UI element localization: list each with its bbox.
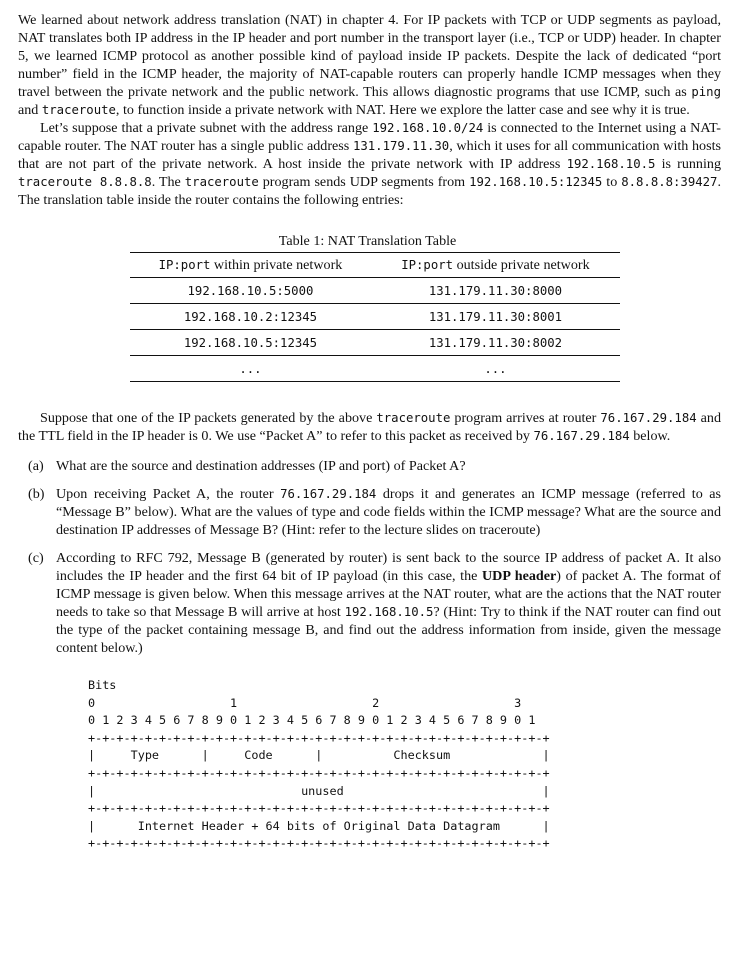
diagram-border: +-+-+-+-+-+-+-+-+-+-+-+-+-+-+-+-+-+-+-+-+-+-+-+-+-+-+-+-+-+-+-+-+	[88, 836, 550, 851]
question-text	[56, 549, 721, 657]
intro-paragraph-2	[18, 119, 721, 209]
diagram-border: +-+-+-+-+-+-+-+-+-+-+-+-+-+-+-+-+-+-+-+-+-+-+-+-+-+-+-+-+-+-+-+-+	[88, 730, 550, 745]
question-text	[56, 485, 721, 539]
text-run: Let’s suppose that a private subnet with the address range	[40, 120, 373, 136]
text-run: ) of packet A. The format of ICMP message is given below. When this message arrives at the NAT router, what are the actions that the NAT router needs to take so that Message B will arrive at host	[56, 568, 721, 620]
diagram-border: +-+-+-+-+-+-+-+-+-+-+-+-+-+-+-+-+-+-+-+-+-+-+-+-+-+-+-+-+-+-+-+-+	[88, 765, 550, 780]
table-row	[130, 304, 620, 330]
question-b	[18, 485, 721, 539]
table-row	[130, 356, 620, 382]
nat-translation-table	[130, 252, 620, 382]
question-label: (a)	[28, 458, 44, 474]
text-run: is running	[655, 156, 721, 172]
text-run: According to RFC 792, Message B (generated by router) is sent back to the source IP address of packet A. It also includes the IP header and the first 64 bit of IP payload (in this case, the	[56, 550, 721, 584]
question-label: (c)	[28, 550, 44, 566]
public-address-cell: 131.179.11.30:8002	[428, 335, 563, 350]
text-run: within private network	[210, 257, 343, 273]
bit-ones-row: 0 1 2 3 4 5 6 7 8 9 0 1 2 3 4 5 6 7 8 9 0 1 2 3 4 5 6 7 8 9 0 1	[88, 713, 536, 728]
code-text: ping	[691, 85, 721, 99]
icmp-format-diagram	[88, 677, 721, 853]
bold-text: UDP header	[482, 568, 557, 584]
header-private	[130, 253, 372, 278]
code-text: IP:port	[401, 258, 454, 272]
text-run: ? (Hint: Try to think if the NAT router can find out the type of the packet containing message B, and find out the address information from inside, given the message content below.)	[56, 604, 721, 656]
table-row	[130, 330, 620, 356]
text-run: and	[18, 102, 42, 118]
text-run: program sends UDP segments from	[258, 174, 470, 190]
text-run: Suppose that one of the IP packets generated by the above	[40, 410, 377, 426]
question-label: (b)	[28, 486, 45, 502]
code-text: 8.8.8.8:39427	[621, 175, 718, 189]
text-run: What are the source and destination addresses (IP and port) of Packet A?	[56, 458, 466, 474]
table-header-row	[130, 253, 620, 278]
table-row	[130, 278, 620, 304]
private-address-cell: 192.168.10.5:5000	[187, 283, 314, 298]
question-a	[18, 457, 721, 475]
document-page	[18, 11, 721, 853]
text-run: . The translation table inside the router contains the following entries:	[18, 174, 721, 208]
text-run: outside private network	[453, 257, 590, 273]
bits-label: Bits	[88, 678, 117, 692]
icmp-original-datagram-row: | Internet Header + 64 bits of Original Data Datagram |	[88, 818, 550, 833]
code-text: 131.179.11.30	[352, 139, 450, 153]
nat-table-block	[18, 232, 721, 382]
code-text: traceroute	[376, 411, 451, 425]
private-address-cell: 192.168.10.2:12345	[183, 309, 318, 324]
code-text: 192.168.10.5	[344, 605, 434, 619]
private-address-cell: 192.168.10.5:12345	[183, 335, 318, 350]
code-text: traceroute 8.8.8.8	[18, 175, 152, 189]
public-address-cell: 131.179.11.30:8000	[428, 283, 563, 298]
bit-tens-row: 0 1 2 3	[88, 695, 522, 710]
text-run: Upon receiving Packet A, the router	[56, 486, 281, 502]
suppose-paragraph	[18, 409, 721, 445]
public-address-cell: ...	[484, 361, 507, 376]
public-address-cell: 131.179.11.30:8001	[428, 309, 563, 324]
header-public	[371, 253, 619, 278]
question-text	[56, 457, 721, 475]
text-run: is connected to the Internet using a NAT-capable router. The NAT router has a single public address	[18, 120, 721, 154]
text-run: and the TTL field in the IP header is 0. We use “Packet A” to refer to this packet as received by	[18, 410, 722, 444]
text-run: We learned about network address translation (NAT) in chapter 4. For IP packets with TCP or UDP segments as payload, NAT translates both IP address in the IP header and port number in the transport layer (i.e., TCP or UDP) header. In chapter 5, we learned ICMP protocol as another possible kind of payload inside IP packets. Despite the lack of dedicated “port number” field in the ICMP header, the majority of NAT-capable routers can properly handle ICMP messages when they travel between the private network and the public network. This allows diagnostic programs that use ICMP, such as	[18, 12, 721, 100]
code-text: 76.167.29.184	[533, 429, 630, 443]
code-text: IP:port	[158, 258, 211, 272]
text-run: program arrives at router	[450, 410, 601, 426]
text-run: , which it uses for all communication with hosts that are not part of the private network. A host inside the private network with IP address	[18, 138, 721, 172]
code-text: 192.168.10.5:12345	[469, 175, 603, 189]
intro-paragraph-1	[18, 11, 721, 119]
text-run: drops it and generates an ICMP message (referred to as “Message B” below). What are the values of type and code fields within the ICMP message? What are the source and destination IP addresses of Message B? (Hint: refer to the lecture slides on traceroute)	[56, 486, 721, 538]
table-caption: Table 1: NAT Translation Table	[278, 233, 457, 249]
question-c	[18, 549, 721, 657]
text-run: . The	[151, 174, 185, 190]
code-text: traceroute	[184, 175, 259, 189]
private-address-cell: ...	[239, 361, 262, 376]
code-text: 192.168.10.5	[566, 157, 656, 171]
code-text: traceroute	[41, 103, 116, 117]
code-text: 192.168.10.0/24	[372, 121, 484, 135]
diagram-border: +-+-+-+-+-+-+-+-+-+-+-+-+-+-+-+-+-+-+-+-+-+-+-+-+-+-+-+-+-+-+-+-+	[88, 801, 550, 816]
code-text: 76.167.29.184	[280, 487, 377, 501]
icmp-unused-row: | unused |	[88, 783, 550, 798]
text-run: to	[602, 174, 622, 190]
text-run: below.	[629, 428, 671, 444]
icmp-type-code-checksum-row: | Type | Code | Checksum |	[88, 748, 550, 763]
code-text: 76.167.29.184	[600, 411, 697, 425]
text-run: , to function inside a private network with NAT. Here we explore the latter case and see why it is true.	[115, 102, 690, 118]
